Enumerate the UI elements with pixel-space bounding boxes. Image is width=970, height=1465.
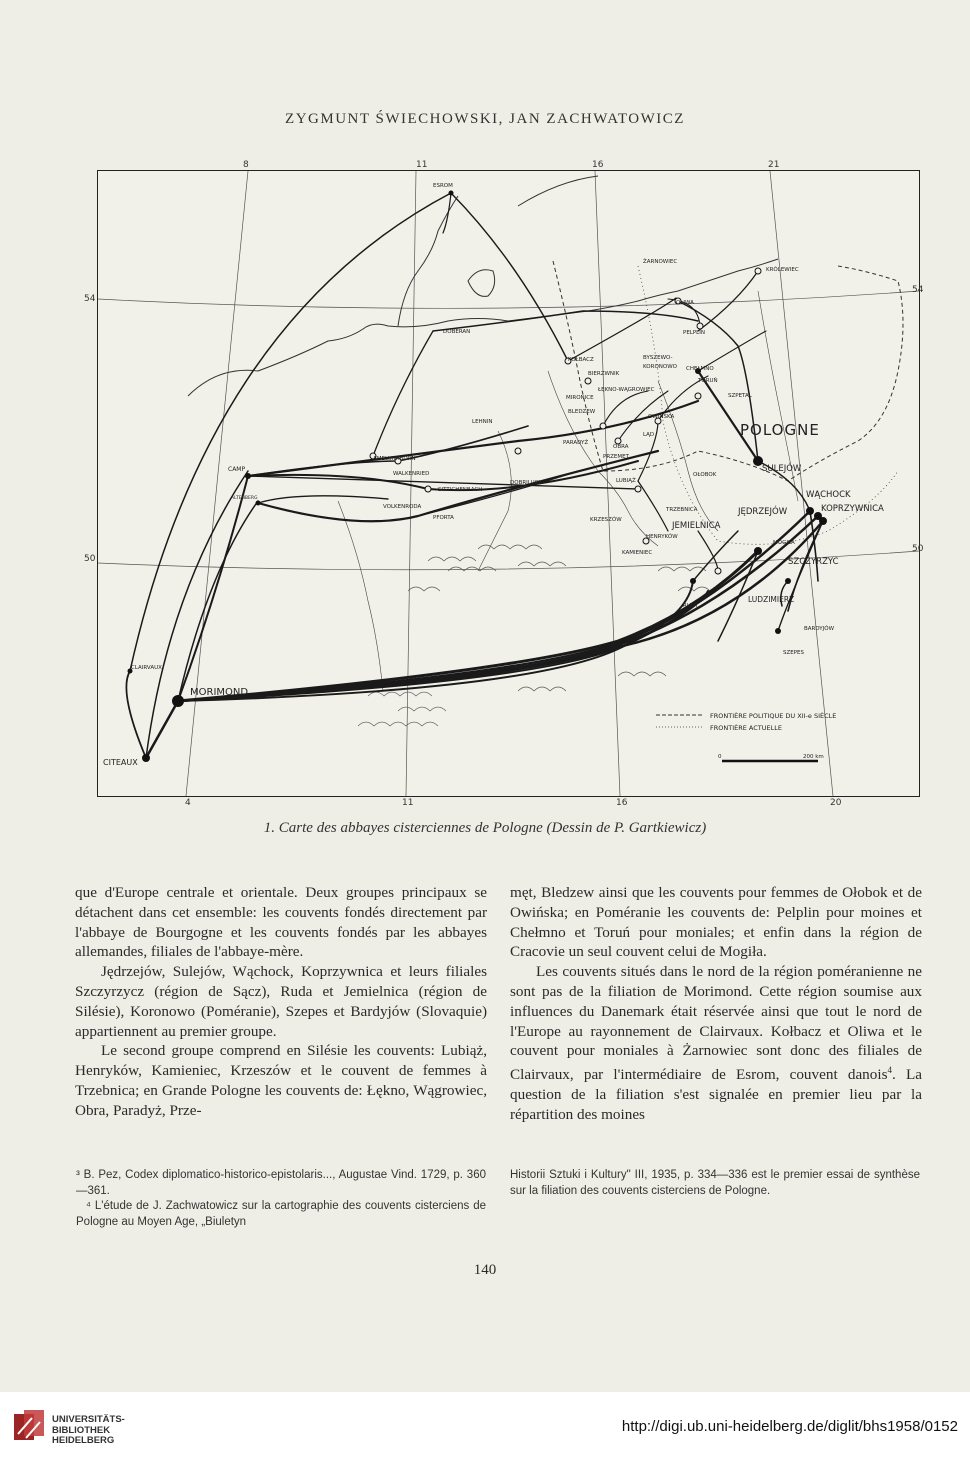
- paragraph: que d'Europe centrale et orientale. Deux groupes principaux se détachent dans cet ensemble: les couvents fondés directement par l'abbaye de Bourgogne et les couvents fondés par les abbayes allemandes, filiales de l'abbaye-mère.: [75, 884, 487, 961]
- legend-line2: FRONTIÈRE ACTUELLE: [710, 724, 782, 732]
- grid-left-1: 54: [84, 294, 96, 304]
- label-pelplin: PELPLIN: [683, 330, 705, 336]
- label-citeaux: CITEAUX: [103, 758, 138, 767]
- footer-bar: [0, 1392, 970, 1465]
- paragraph: [510, 962, 922, 1124]
- footnote-4-continued: Historii Sztuki i Kultury" III, 1935, p. 334—336 est le premier essai de synthèse sur la filiation des couvents cisterciens de Pologne.: [510, 1169, 920, 1197]
- label-byszewo: BYSZEWO-: [643, 355, 673, 361]
- label-owinska: OWIŃSKA: [648, 414, 675, 420]
- grid-left-2: 50: [84, 554, 96, 564]
- paragraph-text: . La question de la filiation s'est signalée en premier lieu par la répartition des moines: [510, 1066, 922, 1123]
- label-krolewiec: KRÓLEWIEC: [766, 267, 799, 273]
- coastlines: [188, 176, 778, 396]
- label-mogila: MOGIŁA: [773, 540, 795, 546]
- label-henrykow: HENRYKÓW: [646, 534, 678, 540]
- grid-top-3: 16: [592, 160, 604, 170]
- grid-top-2: 11: [416, 160, 428, 170]
- label-rudy: RUDY: [683, 603, 699, 609]
- label-bledzew: BLEDZEW: [568, 409, 596, 415]
- label-szepes: SZEPES: [783, 650, 805, 656]
- map-svg: [98, 171, 919, 796]
- label-amelunxborn: AMELUNXBORN: [373, 456, 416, 462]
- label-walkenried: WALKENRIED: [393, 471, 430, 477]
- label-morimond: MORIMOND: [190, 687, 249, 698]
- label-chelmno: CHEŁMNO: [686, 366, 714, 372]
- label-lekno: ŁĘKNO-WĄGROWIEC: [598, 387, 655, 393]
- label-zarnowiec: ŻARNOWIEC: [643, 259, 678, 265]
- source-url-link[interactable]: http://digi.ub.uni-heidelberg.de/diglit/bhs1958/0152: [621, 1418, 958, 1435]
- frontier-current: [638, 266, 898, 544]
- grid-top-1: 8: [243, 160, 249, 170]
- label-lubiaz: LUBIĄŻ: [616, 478, 636, 484]
- label-esrom: ESROM: [433, 183, 453, 189]
- scale-end: 200 km: [803, 754, 824, 760]
- grid-bottom-4: 20: [830, 798, 842, 808]
- label-sittichenbach: SITTICHENBACH: [438, 487, 483, 493]
- figure-caption: 1. Carte des abbayes cisterciennes de Pologne (Dessin de P. Gartkiewicz): [263, 820, 707, 836]
- label-kamieniec: KAMIENIEC: [622, 550, 653, 556]
- grid-top-4: 21: [768, 160, 780, 170]
- grid-bottom-3: 16: [616, 798, 628, 808]
- label-mironice: MIRONICE: [566, 395, 594, 401]
- label-lad: LĄD: [643, 432, 655, 438]
- place-labels: [131, 183, 835, 671]
- running-header: ZYGMUNT ŚWIECHOWSKI, JAN ZACHWATOWICZ: [285, 111, 685, 127]
- rivers: [338, 291, 798, 691]
- label-paradyz: PARADYŻ: [563, 440, 589, 446]
- label-olobok: OŁOBOK: [693, 472, 717, 478]
- paragraph: Jędrzejów, Sulejów, Wąchock, Koprzywnica et leurs filiales Szczyrzycz (région de Sącz), Ruda et Jemielnica (région de Silésie), Koronowo (Poméranie), Szepes et Bardyjów (Slovaquie) appartiennent au premier groupe.: [75, 963, 487, 1040]
- label-altenberg: ALTENBERG: [231, 496, 258, 501]
- label-pforta: PFORTA: [433, 515, 454, 521]
- legend-line1: FRONTIÈRE POLITIQUE DU XII-e SIÈCLE: [710, 712, 837, 720]
- label-ludzimierz: LUDZIMIERZ: [748, 595, 795, 604]
- footnote-ref[interactable]: 4: [887, 1065, 892, 1076]
- grid-right-2: 50: [912, 544, 924, 554]
- paragraph: Le second groupe comprend en Silésie les couvents: Lubiąż, Henryków, Kamieniec, Krzeszów et le couvent de femmes à Trzebnica; en Grande Pologne les couvents de: Łękno, Wągrowiec, Obra, Paradyż, Prze-: [75, 1042, 487, 1119]
- label-pologne: POLOGNE: [740, 421, 820, 439]
- text-column-right: [510, 883, 922, 1125]
- text-column-left: [75, 883, 487, 1121]
- label-jemielnica: JEMIELNICA: [672, 521, 721, 531]
- label-jedrzejow: JĘDRZEJÓW: [738, 507, 788, 517]
- label-przemet: PRZEMĘT: [603, 454, 629, 460]
- label-torun: TORUŃ: [698, 378, 718, 384]
- footnotes-right: [510, 1168, 920, 1199]
- graticule: [98, 171, 919, 796]
- grid-right-1: 54: [912, 285, 924, 295]
- footnote-3: ³ B. Pez, Codex diplomatico-historico-epistolaris..., Augustae Vind. 1729, p. 360—361.: [76, 1169, 486, 1197]
- label-sulejow: SULEJÓW: [762, 464, 802, 474]
- grid-bottom-1: 4: [185, 798, 191, 808]
- page-number: 140: [473, 1262, 497, 1278]
- scale-start: 0: [718, 754, 722, 760]
- label-lehnin: LEHNIN: [472, 419, 493, 425]
- library-name-line: HEIDELBERG: [52, 1435, 115, 1446]
- label-obra: OBRA: [613, 444, 629, 450]
- label-oliwa: OLIWA: [676, 300, 694, 306]
- label-szczyrzyc: SZCZYRZYC: [788, 557, 839, 567]
- paragraph-text: Les couvents situés dans le nord de la région poméranienne ne sont pas de la filiation de Morimond. Cette région soumise aux influences du Danemark était réservée ainsi que tout le nord de l'Europe au rayonnement de Clairvaux. Kołbacz et Oliwa et le couvent pour moniales à Żarnowiec sont donc des filiales de Clairvaux, par l'intermédiaire de Esrom, couvent danois: [510, 963, 922, 1084]
- library-name: [52, 1415, 125, 1447]
- place-labels-large: [103, 462, 884, 767]
- label-kolbacz: KOŁBACZ: [568, 357, 594, 363]
- label-dobrilugk: DOBRILUGK: [510, 480, 543, 486]
- footnote-4: ⁴ L'étude de J. Zachwatowicz sur la cartographie des couvents cisterciens de Pologne au Moyen Age, „Biuletyn: [76, 1200, 486, 1228]
- grid-bottom-2: 11: [402, 798, 414, 808]
- label-trzebnica: TRZEBNICA: [666, 507, 698, 513]
- paragraph: męt, Bledzew ainsi que les couvents pour femmes de Ołobok et de Owińska; en Poméranie les couvents de: Pelplin pour moines et Chełmno et Toruń pour moniales; et enfin dans la région de Cracovie un seul couvent celui de Mogiła.: [510, 884, 922, 961]
- label-szpetal: SZPETAL: [728, 393, 752, 399]
- library-logo-icon: [14, 1410, 44, 1444]
- label-krzeszow: KRZESZÓW: [590, 517, 622, 523]
- label-camp: CAMP: [228, 466, 246, 473]
- label-koronowo: KORONOWO: [643, 364, 677, 370]
- library-name-line: BIBLIOTHEK: [52, 1424, 111, 1436]
- label-clairvaux: CLAIRVAUX: [131, 665, 162, 671]
- map-legend: [656, 711, 836, 761]
- abbey-map: [97, 170, 920, 797]
- footnotes-left: [76, 1168, 486, 1230]
- label-volkenroda: VOLKENRODA: [383, 504, 422, 510]
- label-doberan: DOBERAN: [443, 329, 471, 335]
- label-wachock: WĄCHOCK: [806, 490, 851, 500]
- label-bardyjow: BARDYJÓW: [804, 626, 835, 632]
- label-koprzywnica: KOPRZYWNICA: [821, 504, 884, 514]
- label-bierzwnik: BIERZWNIK: [588, 371, 620, 377]
- library-name-line: UNIVERSITÄTS-: [52, 1414, 125, 1425]
